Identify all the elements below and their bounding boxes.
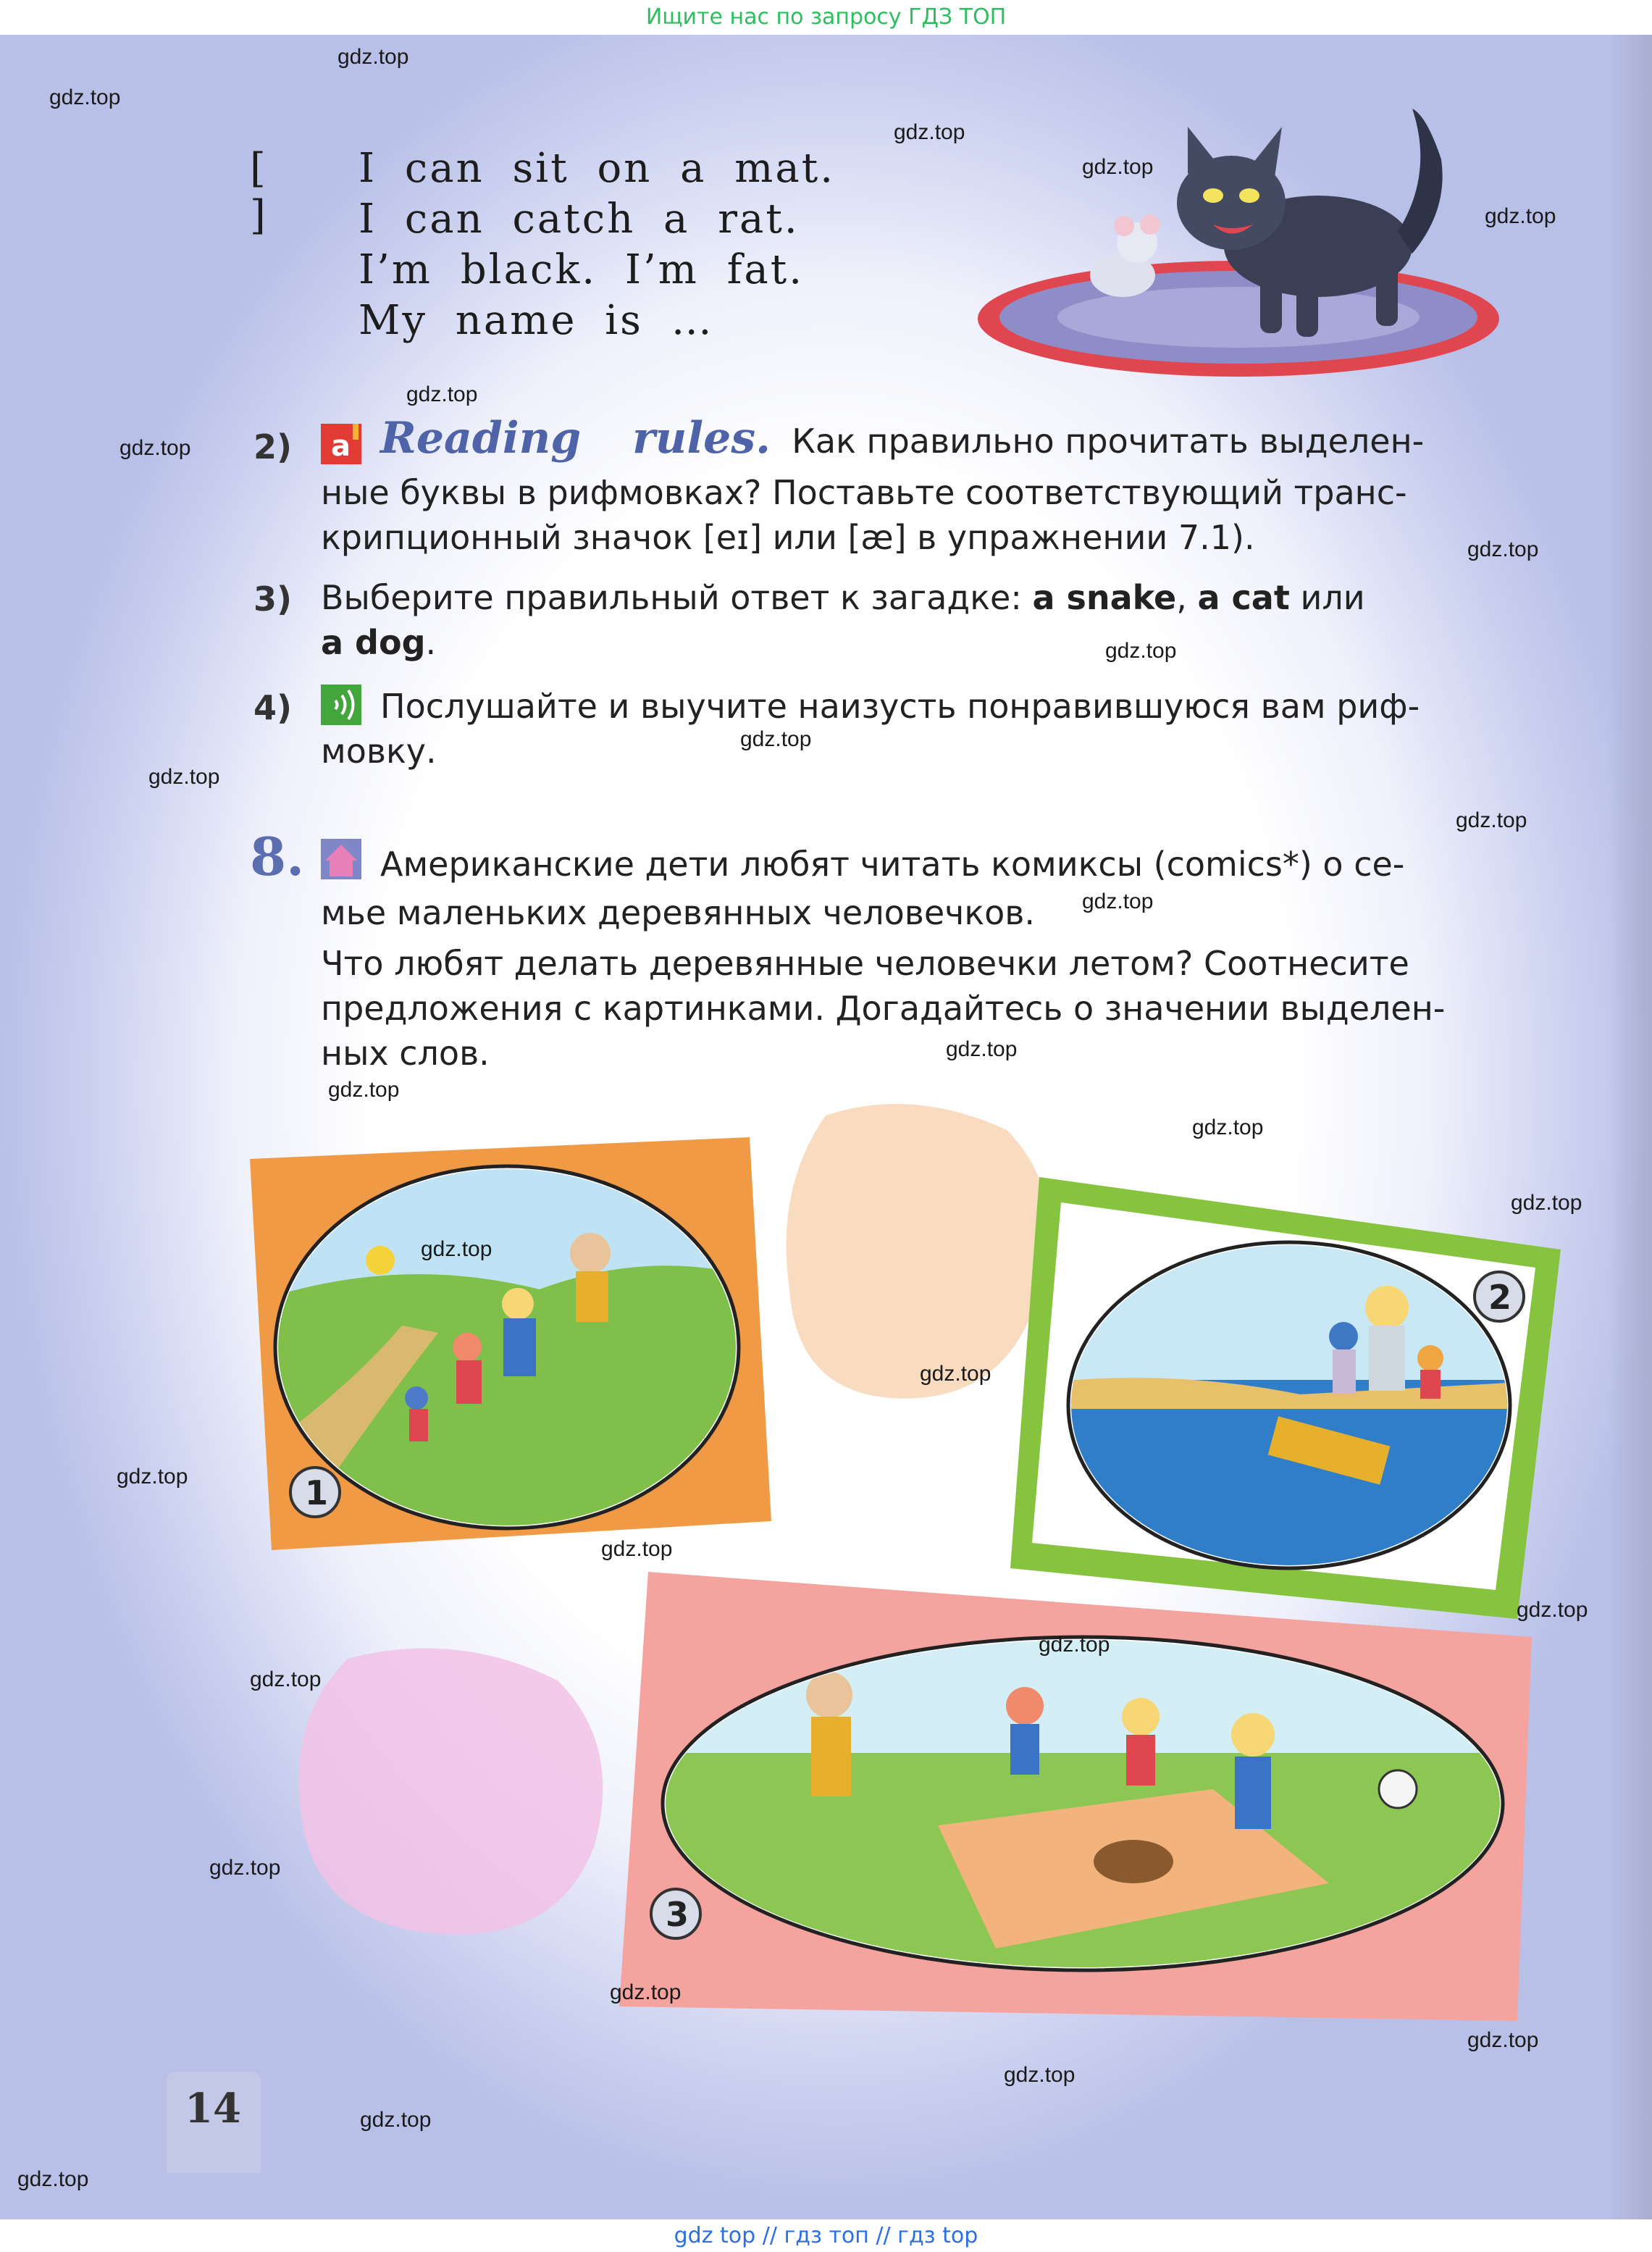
exercise-2-line-3: крипционный значок [eɪ] или [æ] в упражнении 7.1). (321, 518, 1255, 557)
or-word: или (1300, 578, 1365, 617)
watermark: gdz.top (17, 2167, 89, 2191)
watermark: gdz.top (1511, 1191, 1582, 1215)
watermark: gdz.top (1467, 537, 1539, 561)
picture-3-number: 3 (666, 1895, 689, 1934)
exercise-3-number: 3) (253, 579, 293, 619)
watermark: gdz.top (360, 2108, 432, 2132)
exercise-8-line-3: Что любят делать деревянные человечки летом? Соотнесите (321, 944, 1409, 983)
watermark: gdz.top (328, 1078, 400, 1102)
exercise-8-number: 8. (250, 826, 305, 887)
watermark: gdz.top (117, 1465, 188, 1489)
exercise-2-line-2: ные буквы в рифмовках? Поставьте соответствующий транс- (321, 473, 1407, 512)
bottom-banner-text: gdz top // гдз топ // гдз top (674, 2223, 978, 2248)
watermark: gdz.top (920, 1362, 991, 1386)
mouse-ear (1114, 216, 1134, 236)
watermark: gdz.top (601, 1537, 673, 1561)
mat-center (1057, 287, 1420, 348)
picture-1-hiking (250, 1137, 771, 1550)
watermark: gdz.top (148, 765, 220, 789)
top-banner (0, 0, 1652, 35)
house-icon (321, 839, 364, 882)
exercise-3-line-2 (321, 621, 436, 665)
svg-text:a: a (331, 430, 351, 463)
poem-line: I’m black. I’m fat. (359, 246, 805, 293)
watermark: gdz.top (1039, 1633, 1110, 1657)
watermark: gdz.top (610, 1980, 682, 2004)
answer-option: a dog (321, 623, 426, 662)
watermark: gdz.top (1485, 204, 1556, 228)
watermark: gdz.top (1082, 155, 1154, 179)
watermark: gdz.top (1004, 2063, 1076, 2087)
cat-leg (1260, 268, 1282, 333)
exercise-3-text: Выберите правильный ответ к загадке: (321, 578, 1022, 617)
page-edge-shadow (1609, 35, 1652, 2219)
cat-leg (1296, 268, 1318, 337)
watermark: gdz.top (209, 1856, 281, 1880)
watermark: gdz.top (894, 120, 965, 144)
watermark: gdz.top (120, 436, 191, 460)
exercise-2-text-1: Как правильно прочитать выделен- (792, 422, 1425, 461)
exercise-8-line-5: ных слов. (321, 1034, 490, 1073)
watermark: gdz.top (1467, 2028, 1539, 2052)
watermark: gdz.top (406, 382, 478, 406)
cat-eye (1239, 188, 1259, 203)
period: . (425, 623, 437, 662)
exercise-2-number: 2) (253, 427, 293, 466)
cat-leg (1376, 261, 1398, 326)
poem-line: I can catch a rat. (359, 196, 800, 243)
exercise-4-line-1: Послушайте и выучите наизусть понравившуюся вам риф- (380, 687, 1420, 726)
exercise-8-line-1: Американские дети любят читать комиксы (comics*) о се- (380, 845, 1405, 884)
watermark: gdz.top (946, 1037, 1018, 1061)
watermark: gdz.top (740, 727, 812, 751)
picture-2-number: 2 (1488, 1278, 1512, 1317)
cat-mouse-illustration (970, 87, 1521, 398)
pink-blob (282, 1630, 630, 1948)
watermark: gdz.top (1105, 639, 1177, 663)
watermark: gdz.top (49, 85, 121, 109)
answer-bracket[interactable]: [ ] (250, 145, 268, 239)
exercise-3-line-1 (321, 576, 1365, 620)
poem-line: My name is … (359, 297, 714, 344)
cat-tail (1398, 109, 1443, 254)
picture-1-number: 1 (305, 1473, 329, 1512)
watermark: gdz.top (1456, 808, 1527, 832)
exercise-8-line-4: предложения с картинками. Догадайтесь о значении выделен- (321, 989, 1446, 1028)
exercise-8-line-2: мье маленьких деревянных человечков. (321, 893, 1036, 932)
exercise-4-line-2: мовку. (321, 732, 437, 771)
watermark: gdz.top (250, 1667, 322, 1691)
watermark: gdz.top (421, 1237, 492, 1261)
bottom-banner (0, 2219, 1652, 2252)
watermark: gdz.top (337, 45, 409, 69)
answer-option: a snake (1032, 578, 1177, 617)
watermark: gdz.top (1517, 1598, 1588, 1622)
answer-option: a cat (1197, 578, 1290, 617)
watermark: gdz.top (1192, 1115, 1264, 1139)
top-banner-text: Ищите нас по запросу ГДЗ ТОП (645, 4, 1007, 30)
reading-rules-icon (321, 424, 364, 467)
reading-rules-title: Reading rules. (380, 413, 771, 464)
page-number-tab (167, 2072, 261, 2173)
exercise-4-number: 4) (253, 688, 293, 727)
cat-eye (1203, 188, 1223, 203)
picture-2-swimming (1010, 1177, 1561, 1619)
separator: , (1176, 578, 1187, 617)
watermark: gdz.top (1082, 890, 1154, 913)
page-number: 14 (185, 2085, 241, 2132)
exercise-2-line-1 (380, 413, 1425, 464)
listen-icon (321, 685, 364, 725)
mouse-ear (1140, 214, 1160, 235)
poem-line: I can sit on a mat. (359, 145, 836, 192)
